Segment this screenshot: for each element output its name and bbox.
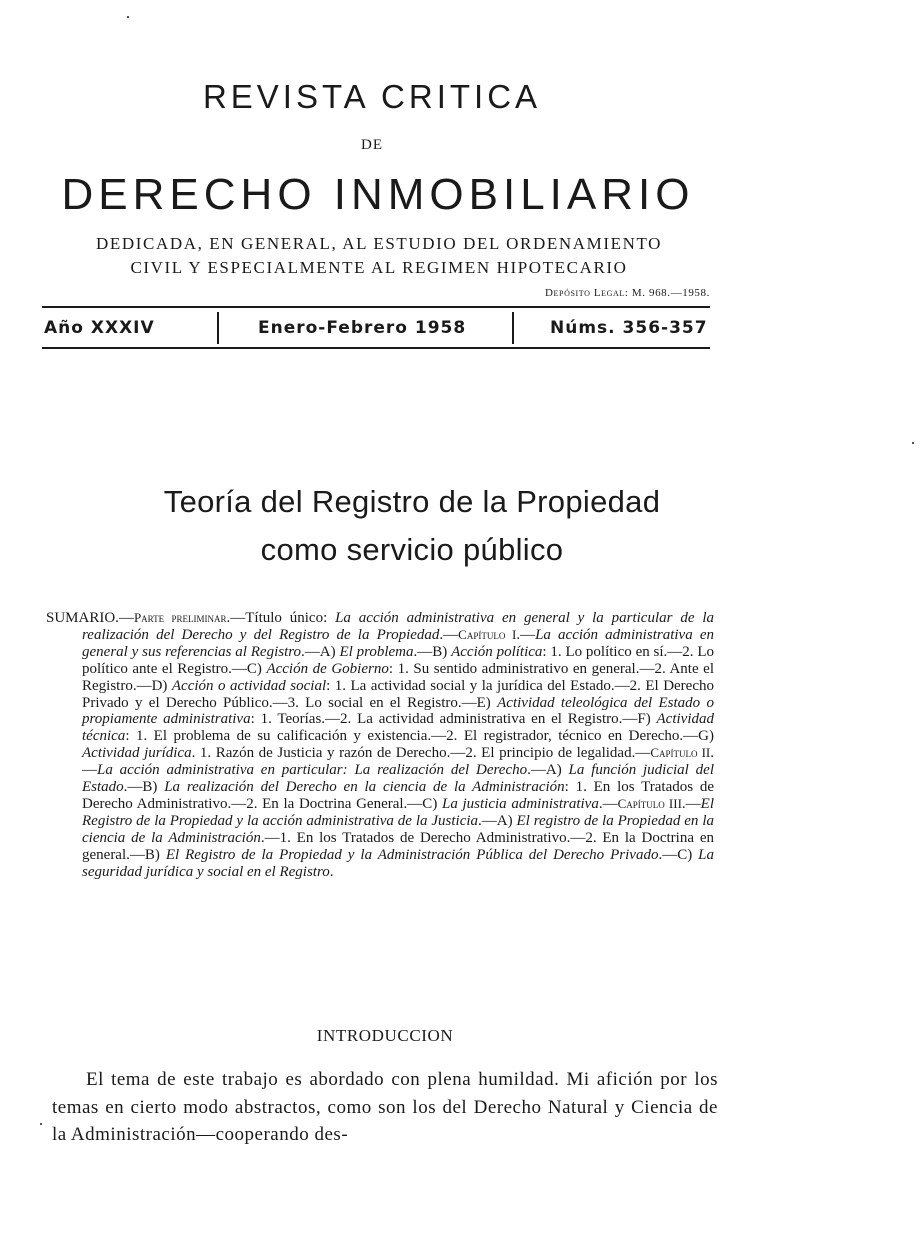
summary-italic: La seguridad jurídica y social en el Registro — [82, 846, 714, 880]
summary-italic: El Registro de la Propiedad y la Administración Pública del Derecho Privado — [165, 846, 659, 863]
summary-italic: El problema — [339, 643, 414, 660]
summary-text: .—A) — [527, 762, 569, 779]
article-title-line2: como servicio público — [260, 532, 564, 567]
summary-italic: Acción o actividad social — [171, 677, 327, 694]
issue-numbers: Núms. 356-357 — [550, 318, 708, 338]
summary-italic: La acción administrativa en particular: La realización del Derecho — [97, 762, 528, 779]
legal-deposit-label: Depósito Legal: — [545, 287, 629, 299]
summary-text: .—1. En los Tratados de Derecho Administrativo.—2. En la Doctrina en general.—B) — [82, 829, 714, 863]
summary-italic: Acción de Gobierno — [266, 660, 389, 677]
summary-italic: El registro de la Propiedad en la ciencia de la Administración — [82, 812, 714, 846]
subtitle-line2: CIVIL Y ESPECIALMENTE AL REGIMEN HIPOTECARIO — [130, 258, 628, 277]
summary-text: : 1. La actividad social y la jurídica del Estado.—2. El Derecho Privado y el Derecho Público.—3. Lo social en el Registro.—E) — [82, 677, 714, 711]
summary-italic: Actividad técnica — [82, 711, 714, 745]
summary-italic: La función judicial del Estado — [82, 762, 714, 796]
article-title-line1: Teoría del Registro de la Propiedad — [163, 484, 661, 519]
summary-italic: La acción administrativa en general y la particular de la realización del Derecho y del Registro de la Propiedad — [82, 610, 714, 643]
journal-title-line2: DERECHO INMOBILIARIO — [61, 170, 695, 219]
summary-chapter: Capítulo III — [617, 795, 682, 811]
issue-top-rule — [42, 306, 710, 308]
subtitle-line1: DEDICADA, EN GENERAL, AL ESTUDIO DEL ORDENAMIENTO — [96, 234, 662, 253]
issue-divider-2 — [512, 312, 514, 344]
summary-italic: El Registro de la Propiedad y la acción administrativa de la Justicia — [82, 795, 714, 829]
summary-text: .— — [439, 626, 459, 643]
introduction-body — [52, 1066, 718, 1149]
summary-text: .— — [598, 795, 618, 812]
summary-label: SUMARIO.— — [46, 610, 134, 626]
print-speck — [912, 442, 914, 444]
introduction-paragraph: El tema de este trabajo es abordado con plena humildad. Mi afición por los temas en cierto modo abstractos, como son los del Derecho Natural y Ciencia de la Administración—cooperando des- — [52, 1069, 718, 1145]
summary-italic: Acción política — [451, 643, 543, 660]
summary-paragraph — [46, 610, 714, 881]
summary-part: Parte preliminar — [133, 610, 227, 625]
summary-text: : 1. Lo político en sí.—2. Lo político ante el Registro.—C) — [82, 643, 715, 677]
print-speck — [127, 16, 129, 18]
legal-deposit-value: M. 968.—1958. — [631, 287, 710, 299]
summary-text: . — [329, 863, 334, 880]
journal-title-de: DE — [361, 137, 383, 153]
summary-chapter: Capítulo II — [650, 745, 711, 761]
summary-italic: Actividad teleológica del Estado o propiamente administrativa — [82, 694, 714, 728]
print-speck — [40, 1123, 42, 1125]
summary-text: .—C) — [658, 846, 699, 863]
article-title — [40, 478, 784, 574]
summary-chapter: Capítulo I — [458, 626, 517, 642]
summary-text: .— — [681, 795, 701, 812]
summary-text: .—A) — [478, 812, 517, 829]
summary-italic: La realización del Derecho en la ciencia de la Administración — [164, 779, 565, 796]
summary-italic: La acción administrativa en general y sus referencias al Registro — [82, 626, 714, 660]
summary-text: .—B) — [413, 643, 452, 660]
summary-text — [46, 610, 714, 881]
summary-text: .—Título único: — [226, 610, 336, 626]
summary-text: : 1. En los Tratados de Derecho Administrativo.—2. En la Doctrina General.—C) — [82, 779, 715, 812]
summary-text: . 1. Razón de Justicia y razón de Derecho.—2. El principio de legalidad.— — [191, 745, 651, 762]
summary-text: .— — [516, 626, 536, 643]
introduction-heading: INTRODUCCION — [316, 1026, 454, 1045]
summary-text: .—B) — [123, 779, 165, 796]
summary-italic: La justicia administrativa — [441, 795, 599, 812]
issue-date: Enero-Febrero 1958 — [258, 318, 467, 338]
issue-bottom-rule — [42, 347, 710, 349]
summary-text: .—A) — [301, 643, 340, 660]
summary-text: : 1. Teorías.—2. La actividad administrativa en el Registro.—F) — [250, 711, 657, 728]
legal-deposit — [440, 287, 710, 299]
journal-title-line1: REVISTA CRITICA — [202, 78, 542, 115]
issue-year: Año XXXIV — [44, 318, 155, 338]
journal-subtitle — [40, 232, 718, 280]
summary-text: : 1. El problema de su calificación y existencia.—2. El registrador, técnico en Derecho.—G) — [125, 728, 714, 745]
issue-divider-1 — [217, 312, 219, 344]
summary-italic: Actividad jurídica — [82, 745, 192, 762]
summary-text: : 1. Su sentido administrativo en general.—2. Ante el Registro.—D) — [82, 660, 714, 694]
summary-text: .— — [82, 745, 714, 779]
